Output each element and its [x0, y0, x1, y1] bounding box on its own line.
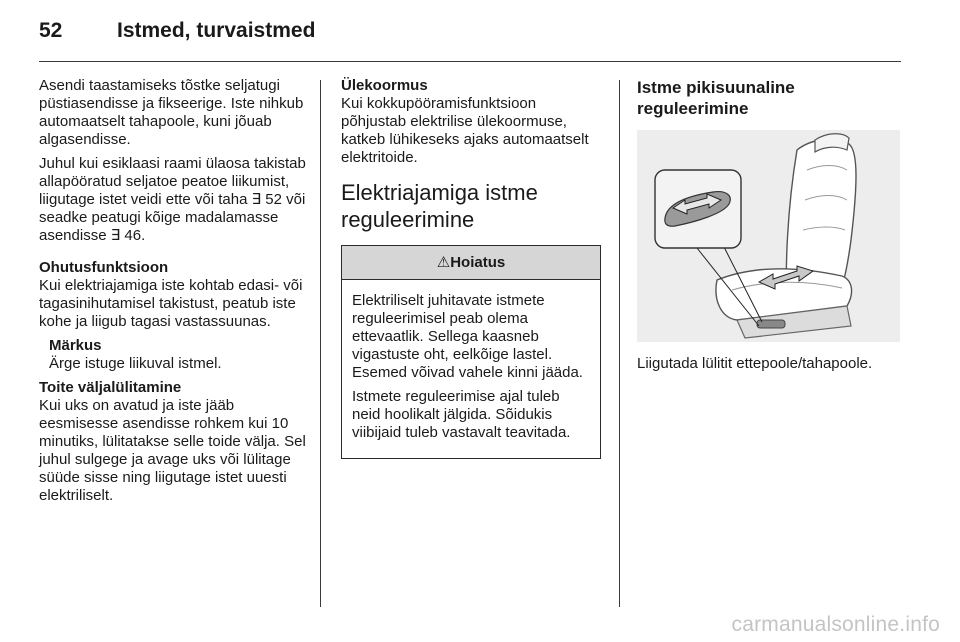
seat-illustration-svg	[637, 130, 900, 342]
warning-title: Hoiatus	[450, 254, 506, 271]
page-title: Istmed, turvaistmed	[117, 19, 316, 42]
warning-title-bar	[342, 246, 600, 280]
power-seat-heading: Elektriajamiga istme reguleerimine	[341, 180, 538, 232]
note-block	[39, 337, 309, 373]
safety-text: Kui elektriajamiga iste kohtab edasi- või tagasinihutamisel takistust, peatub iste kohe ja liigub tagasi vastassuunas.	[39, 277, 303, 330]
site-watermark: carmanualsonline.info	[731, 613, 940, 636]
headrest-paragraph	[39, 155, 309, 245]
column-middle	[341, 77, 603, 459]
column-divider-2	[619, 80, 620, 607]
page-number: 52	[39, 19, 63, 42]
warning-box	[341, 245, 601, 459]
overload-text: Kui kokkupööramisfunktsioon põhjustab elektrilise ülekoormuse, katkeb lühikeseks ajaks automaatselt elektritoide.	[341, 95, 589, 166]
headrest-text-b: või seadke peatugi kõige madalamasse asendisse	[39, 191, 306, 244]
power-off-heading: Toite väljalülitamine	[39, 379, 182, 396]
warning-paragraph-1: Elektriliselt juhitavate istmete reguleerimisel peab olema ettevaatlik. Sellega kaasneb vigastuste oht, eelkõige lastel. Esemed võivad vahele kinni jääda.	[352, 292, 583, 381]
safety-heading: Ohutusfunktsioon	[39, 259, 169, 276]
page-ref-46[interactable]: ∃ 46	[110, 227, 142, 244]
longitudinal-adjust-heading: Istme pikisuunaline reguleerimine	[637, 78, 795, 118]
restore-paragraph: Asendi taastamiseks tõstke seljatugi püstiasendisse ja fikseerige. Iste nihkub automaatselt tahapoole, kuni jõuab algasendisse.	[39, 77, 304, 148]
page-ref-52[interactable]: ∃ 52	[251, 191, 282, 208]
headrest-text-a: Juhul kui esiklaasi raami ülaosa takistab allapööratud seljatoe peatoe liikumist, liigutage istet veidi ette või taha	[39, 155, 306, 208]
illustration-caption: Liigutada lülitit ettepoole/tahapoole.	[637, 355, 873, 372]
overload-heading: Ülekoormus	[341, 77, 428, 94]
header-divider	[39, 61, 901, 62]
note-heading: Märkus	[49, 337, 102, 354]
note-text: Ärge istuge liikuval istmel.	[49, 355, 222, 372]
warning-paragraph-2: Istmete reguleerimise ajal tuleb neid hoolikalt jälgida. Sõidukis viibijaid tuleb vastavalt teavitada.	[352, 388, 571, 441]
seat-adjust-illustration	[637, 130, 900, 342]
power-off-text: Kui uks on avatud ja iste jääb eesmisesse asendisse rohkem kui 10 minutiks, lülitatakse selle toide välja. Sel juhul sulgege ja avage uks või lülitage süüde sisse ning liigutage istet uuesti elektriliselt.	[39, 397, 306, 504]
column-right	[637, 77, 901, 379]
column-left	[39, 77, 309, 511]
warning-icon: ⚠	[436, 254, 451, 271]
column-divider-1	[320, 80, 321, 607]
headrest-text-end: .	[141, 227, 146, 244]
warning-body	[342, 280, 600, 458]
